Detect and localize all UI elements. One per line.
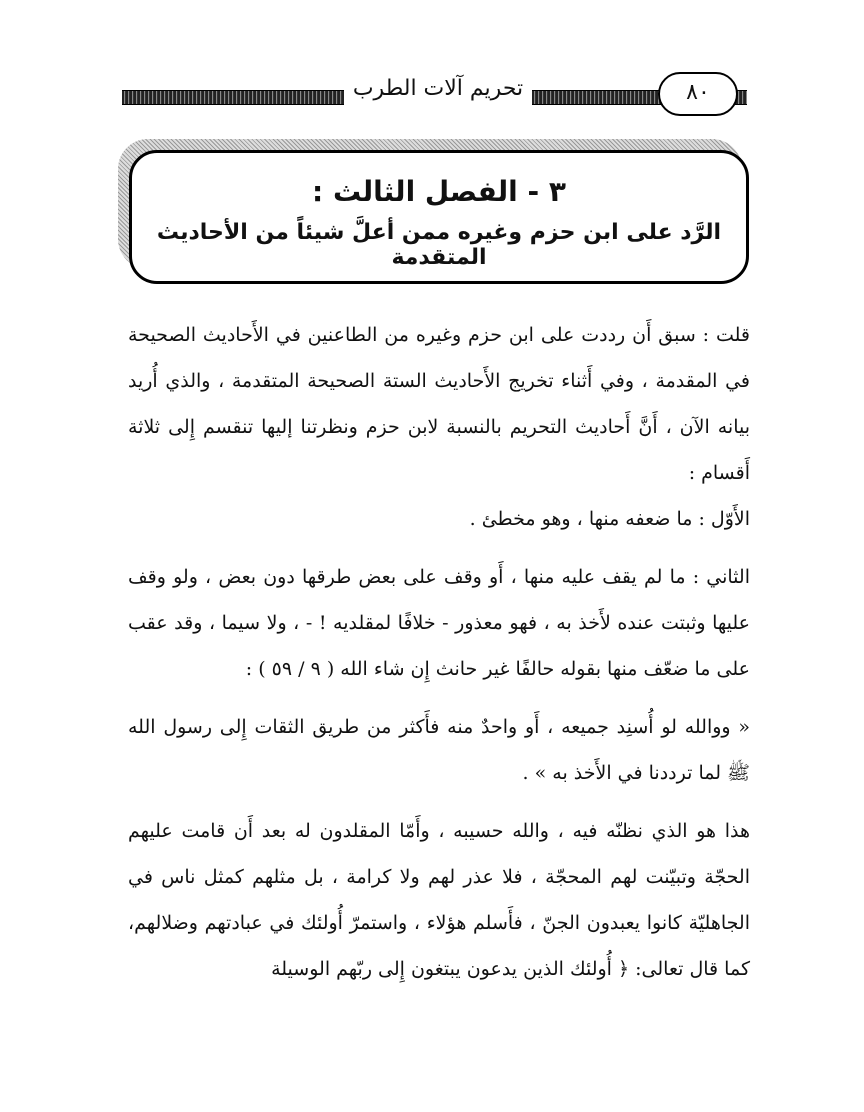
- book-title: تحريم آلات الطرب: [352, 76, 524, 101]
- paragraph: « ووالله لو أُسنِد جميعه ، أَو واحدٌ منه فأَكثر من طريق الثقات إِلى رسول الله ﷺ لما ترددنا في الأَخذ به » .: [128, 716, 750, 784]
- running-header: [122, 72, 747, 116]
- header-rule-left: [122, 90, 344, 105]
- paragraph: الثاني : ما لم يقف عليه منها ، أَو وقف على بعض طرقها دون بعض ، ولو وقف عليها وثبتت عنده لأَخذ به ، فهو معذور - خلافًا لمقلديه ! - ، ولا سيما ، وقد عقب على ما ضعّف منها بقوله حالفًا غير حانث إِن شاء الله ( ٩ / ٥٩ ) :: [128, 566, 750, 680]
- paragraph: الأَوّل : ما ضعفه منها ، وهو مخطئ .: [469, 508, 750, 530]
- body-text: [128, 312, 750, 992]
- paragraph: هذا هو الذي نظنّه فيه ، والله حسيبه ، وأَمّا المقلدون له بعد أَن قامت عليهم الحجّة وتبيّنت لهم المحجّة ، فلا عذر لهم ولا كرامة ، بل مثلهم كمثل ناس في الجاهليّة كانوا يعبدون الجنّ ، فأَسلم هؤلاء ، واستمرّ أُولئك في عبادتهم وضلالهم، كما قال تعالى: ﴿ أُولئك الذين يدعون يبتغون إِلى ربّهم الوسيلة: [128, 820, 750, 980]
- page-number: ٨٠: [658, 72, 738, 116]
- chapter-subtitle: الرَّد على ابن حزم وغيره ممن أعلَّ شيئاً من الأحاديث المتقدمة: [156, 220, 722, 270]
- paragraph: قلت : سبق أَن رددت على ابن حزم وغيره من الطاعنين في الأَحاديث الصحيحة في المقدمة ، وفي أَثناء تخريج الأَحاديث الستة الصحيحة المتقدمة ، والذي أُريد بيانه الآن ، أَنَّ أَحاديث التحريم بالنسبة لابن حزم ونظرتنا إليها تنقسم إِلى ثلاثة أَقسام :: [128, 324, 750, 484]
- chapter-heading: ٣ - الفصل الثالث :: [312, 175, 566, 208]
- chapter-title-box: [129, 150, 749, 284]
